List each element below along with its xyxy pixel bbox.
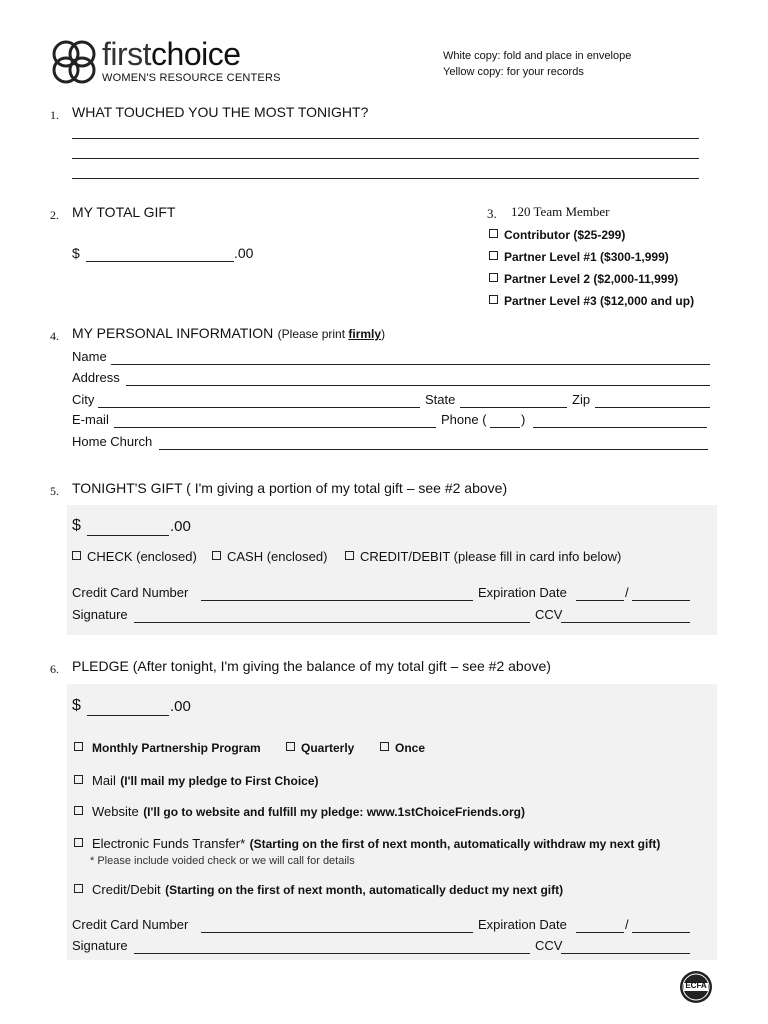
church-field[interactable] [159, 449, 708, 450]
q4-note-open: (Please print [277, 327, 349, 341]
phone-label-text: Phone ( [441, 412, 487, 427]
checkbox-icon[interactable] [212, 551, 221, 560]
q1-answer-line-2[interactable] [72, 158, 699, 159]
q3-number: 3. [487, 206, 497, 221]
q6-mail-option[interactable] [74, 772, 319, 790]
q6-exp-year-field[interactable] [632, 932, 690, 933]
q6-expiration-label: Expiration Date [478, 917, 567, 932]
q5-number: 5. [50, 484, 59, 498]
q1-title: WHAT TOUCHED YOU THE MOST TONIGHT? [72, 104, 369, 120]
checkbox-icon[interactable] [489, 295, 498, 304]
q6-exp-sep: / [625, 917, 629, 932]
q5-signature-field[interactable] [134, 622, 530, 623]
q6-monthly-option[interactable] [74, 741, 261, 755]
q3-option-partner-3[interactable] [489, 294, 694, 308]
q3-option-label: Partner Level 2 ($2,000-11,999) [504, 272, 679, 286]
state-field[interactable] [460, 407, 567, 408]
q6-eft-footnote: * Please include voided check or we will call for details [90, 855, 355, 867]
phone-label [441, 412, 487, 427]
q6-monthly-label: Monthly Partnership Program [92, 741, 261, 755]
q5-ccv-label: CCV [535, 607, 563, 622]
q6-eft-note: (Starting on the first of next month, automatically withdraw my next gift) [249, 837, 661, 851]
phone-close: ) [521, 412, 526, 427]
q5-amount-field[interactable] [87, 535, 169, 536]
q3-option-contributor[interactable] [489, 228, 625, 242]
q2-amount-field[interactable] [86, 261, 234, 262]
ecfa-seal [679, 970, 713, 1004]
q6-quarterly-option[interactable] [286, 741, 354, 755]
checkbox-icon[interactable] [74, 806, 83, 815]
q4-title: MY PERSONAL INFORMATION [72, 325, 274, 341]
q6-ccv-field[interactable] [561, 953, 690, 954]
q4-note-close: ) [381, 327, 386, 341]
q6-website-option[interactable] [74, 803, 525, 821]
checkbox-icon[interactable] [72, 551, 81, 560]
email-field[interactable] [114, 427, 436, 428]
logo-word-light: first [102, 36, 152, 72]
city-label: City [72, 392, 95, 407]
q6-eft-label: Electronic Funds Transfer* [92, 836, 246, 851]
q5-credit-option[interactable] [345, 549, 621, 564]
q2-cents: .00 [234, 245, 254, 261]
q1-answer-line-3[interactable] [72, 178, 699, 179]
q5-panel [67, 505, 717, 635]
q3-option-label: Partner Level #1 ($300-1,999) [504, 250, 669, 264]
checkbox-icon[interactable] [74, 838, 83, 847]
phone-field[interactable] [533, 427, 707, 428]
church-label: Home Church [72, 434, 153, 449]
q6-signature-field[interactable] [134, 953, 530, 954]
logo [50, 38, 280, 90]
q6-once-label: Once [395, 741, 426, 755]
checkbox-icon[interactable] [380, 742, 389, 751]
q5-exp-month-field[interactable] [576, 600, 624, 601]
q5-ccv-field[interactable] [561, 622, 690, 623]
q6-signature-label: Signature [72, 938, 128, 953]
zip-label: Zip [572, 392, 591, 407]
address-label: Address [72, 370, 120, 385]
q6-cents: .00 [170, 698, 191, 715]
copy-note-white: White copy: fold and place in envelope [443, 50, 632, 62]
q3-title: 120 Team Member [511, 204, 610, 219]
q5-exp-sep: / [625, 585, 629, 600]
q5-signature-label: Signature [72, 607, 128, 622]
q6-once-option[interactable] [380, 741, 425, 755]
q3-option-label: Partner Level #3 ($12,000 and up) [504, 294, 695, 308]
copy-note-yellow: Yellow copy: for your records [443, 66, 584, 78]
phone-area-field[interactable] [490, 427, 520, 428]
q6-creditdebit-option[interactable] [74, 881, 563, 899]
checkbox-icon[interactable] [489, 251, 498, 260]
address-field[interactable] [126, 385, 710, 386]
logo-mark-icon [50, 38, 98, 86]
q5-check-label: CHECK (enclosed) [87, 549, 197, 564]
q5-title: TONIGHT'S GIFT ( I'm giving a portion of my total gift – see #2 above) [72, 480, 508, 496]
q3-option-label: Contributor ($25-299) [504, 228, 626, 242]
q6-number: 6. [50, 662, 59, 676]
city-field[interactable] [98, 407, 420, 408]
q6-creditdebit-label: Credit/Debit [92, 882, 161, 897]
q6-ccv-label: CCV [535, 938, 563, 953]
q5-card-number-label: Credit Card Number [72, 585, 189, 600]
q6-title: PLEDGE (After tonight, I'm giving the balance of my total gift – see #2 above) [72, 658, 551, 674]
q2-number: 2. [50, 208, 59, 222]
q6-dollar-sign: $ [72, 697, 81, 714]
q2-title: MY TOTAL GIFT [72, 204, 176, 220]
q5-card-number-field[interactable] [201, 600, 473, 601]
email-label: E-mail [72, 412, 109, 427]
q5-credit-label: CREDIT/DEBIT (please fill in card info below) [360, 549, 622, 564]
q5-expiration-label: Expiration Date [478, 585, 567, 600]
q5-dollar-sign: $ [72, 517, 81, 534]
q1-number: 1. [50, 108, 59, 122]
checkbox-icon[interactable] [489, 229, 498, 238]
q6-mail-label: Mail [92, 773, 116, 788]
q2-dollar-sign: $ [72, 245, 80, 261]
q5-cash-label: CASH (enclosed) [227, 549, 328, 564]
q4-title-row [72, 325, 385, 343]
q6-website-label: Website [92, 804, 139, 819]
q6-website-note: (I'll go to website and fulfill my pledge: www.1stChoiceFriends.org) [143, 805, 525, 819]
q4-note-bold: firmly [348, 327, 382, 341]
q6-eft-option[interactable] [74, 835, 660, 853]
q6-card-number-label: Credit Card Number [72, 917, 189, 932]
checkbox-icon[interactable] [74, 775, 83, 784]
q5-cash-option[interactable] [212, 549, 327, 564]
checkbox-icon[interactable] [489, 273, 498, 282]
checkbox-icon[interactable] [286, 742, 295, 751]
checkbox-icon[interactable] [74, 884, 83, 893]
name-label: Name [72, 349, 107, 364]
checkbox-icon[interactable] [345, 551, 354, 560]
ecfa-seal-text: ECFA [685, 981, 707, 990]
logo-subtitle: WOMEN'S RESOURCE CENTERS [102, 72, 281, 84]
zip-field[interactable] [595, 407, 710, 408]
q5-cents: .00 [170, 518, 191, 535]
q1-answer-line-1[interactable] [72, 138, 699, 139]
q3-option-partner-1[interactable] [489, 250, 669, 264]
q5-check-option[interactable] [72, 549, 197, 564]
q6-exp-month-field[interactable] [576, 932, 624, 933]
name-field[interactable] [111, 364, 710, 365]
state-label: State [425, 392, 456, 407]
q3-option-partner-2[interactable] [489, 272, 678, 286]
checkbox-icon[interactable] [74, 742, 83, 751]
q6-creditdebit-note: (Starting on the first of next month, automatically deduct my next gift) [165, 883, 564, 897]
q6-amount-field[interactable] [87, 715, 169, 716]
q4-number: 4. [50, 329, 59, 343]
q5-exp-year-field[interactable] [632, 600, 690, 601]
q6-mail-note: (I'll mail my pledge to First Choice) [120, 774, 319, 788]
logo-word-bold: choice [151, 36, 241, 72]
q6-card-number-field[interactable] [201, 932, 473, 933]
q6-quarterly-label: Quarterly [301, 741, 355, 755]
